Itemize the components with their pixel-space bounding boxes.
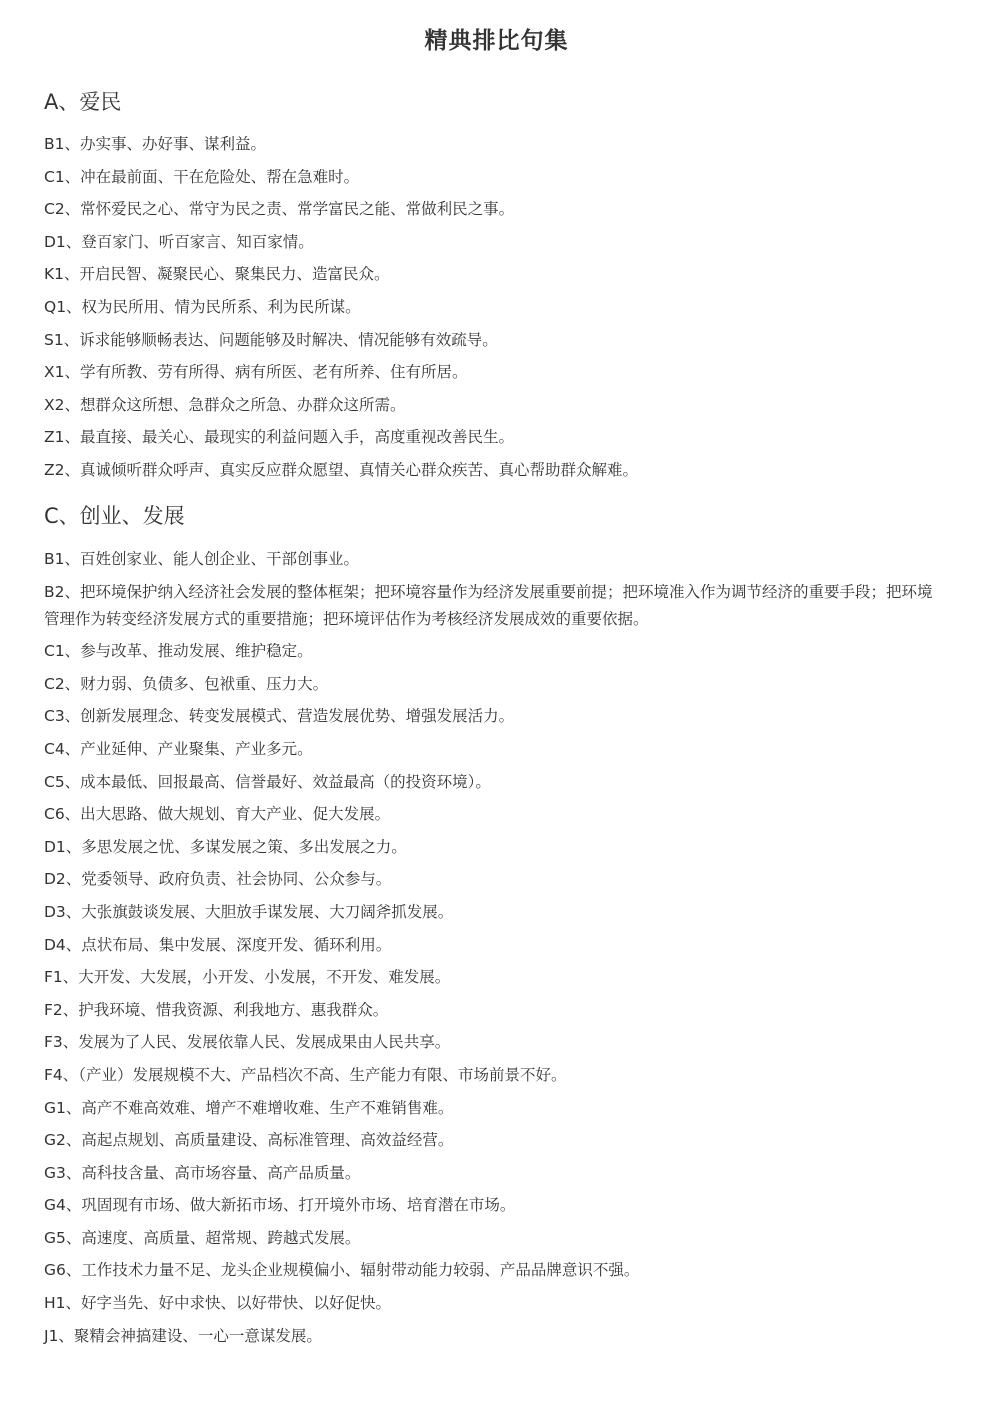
list-item: Z1、最直接、最关心、最现实的利益问题入手，高度重视改善民生。 (44, 428, 514, 447)
list-item: F3、发展为了人民、发展依靠人民、发展成果由人民共享。 (44, 1033, 451, 1052)
list-item: G2、高起点规划、高质量建设、高标准管理、高效益经营。 (44, 1131, 454, 1150)
list-item: C2、常怀爱民之心、常守为民之责、常学富民之能、常做利民之事。 (44, 200, 515, 219)
list-item: C4、产业延伸、产业聚集、产业多元。 (44, 739, 313, 758)
list-item: Q1、权为民所用、情为民所系、利为民所谋。 (44, 297, 361, 316)
document-title: 精典排比句集 (424, 28, 569, 54)
list-item: C1、参与改革、推动发展、维护稳定。 (44, 642, 313, 661)
list-item: X1、学有所教、劳有所得、病有所医、老有所养、住有所居。 (44, 363, 468, 382)
list-item: Z2、真诚倾听群众呼声、真实反应群众愿望、真情关心群众疾苦、真心帮助群众解难。 (44, 460, 638, 479)
list-item: D1、登百家门、听百家言、知百家情。 (44, 232, 314, 251)
list-item: X2、想群众这所想、急群众之所急、办群众这所需。 (44, 395, 406, 414)
list-item: B2、把环境保护纳入经济社会发展的整体框架；把环境容量作为经济发展重要前提；把环境准入作为调节经济的重要手段；把环境管理作为转变经济发展方式的重要措施；把环境评估作为考核经济发展成效的重要依据。 (44, 582, 933, 628)
list-item: G5、高速度、高质量、超常规、跨越式发展。 (44, 1228, 361, 1247)
list-item: F4、（产业）发展规模不大、产品档次不高、生产能力有限、市场前景不好。 (44, 1065, 567, 1084)
list-item: G3、高科技含量、高市场容量、高产品质量。 (44, 1163, 361, 1182)
list-item: C2、财力弱、负债多、包袱重、压力大。 (44, 674, 329, 693)
list-item: D4、点状布局、集中发展、深度开发、循环利用。 (44, 935, 392, 954)
section-list-aimin (44, 131, 944, 490)
list-item: G6、工作技术力量不足、龙头企业规模偏小、辐射带动能力较弱、产品品牌意识不强。 (44, 1261, 640, 1280)
list-item: J1、聚精会神搞建设、一心一意谋发展。 (44, 1326, 322, 1345)
list-item: H1、好字当先、好中求快、以好带快、以好促快。 (44, 1294, 392, 1313)
list-item: C6、出大思路、做大规划、育大产业、促大发展。 (44, 805, 391, 824)
list-item: F2、护我环境、惜我资源、利我地方、惠我群众。 (44, 1000, 389, 1019)
list-item: D1、多思发展之忧、多谋发展之策、多出发展之力。 (44, 837, 407, 856)
section-heading-chuangye: C、创业、发展 (44, 504, 185, 528)
section-heading-aimin: A、爱民 (44, 90, 122, 114)
list-item: D3、大张旗鼓谈发展、大胆放手谋发展、大刀阔斧抓发展。 (44, 902, 454, 921)
list-item: C5、成本最低、回报最高、信誉最好、效益最高（的投资环境）。 (44, 772, 491, 791)
list-item: S1、诉求能够顺畅表达、问题能够及时解决、情况能够有效疏导。 (44, 330, 498, 349)
list-item: G4、巩固现有市场、做大新拓市场、打开境外市场、培育潜在市场。 (44, 1196, 516, 1215)
list-item: C1、冲在最前面、干在危险处、帮在急难时。 (44, 167, 360, 186)
list-item: K1、开启民智、凝聚民心、聚集民力、造富民众。 (44, 265, 390, 284)
list-item: C3、创新发展理念、转变发展模式、营造发展优势、增强发展活力。 (44, 707, 515, 726)
list-item: F1、大开发、大发展，小开发、小发展，不开发、难发展。 (44, 968, 451, 987)
list-item: G1、高产不难高效难、增产不难增收难、生产不难销售难。 (44, 1098, 454, 1117)
list-item: D2、党委领导、政府负责、社会协同、公众参与。 (44, 870, 392, 889)
section-list-chuangye (44, 546, 944, 1355)
list-item: B1、办实事、办好事、谋利益。 (44, 135, 266, 153)
list-item: B1、百姓创家业、能人创企业、干部创事业。 (44, 550, 359, 568)
